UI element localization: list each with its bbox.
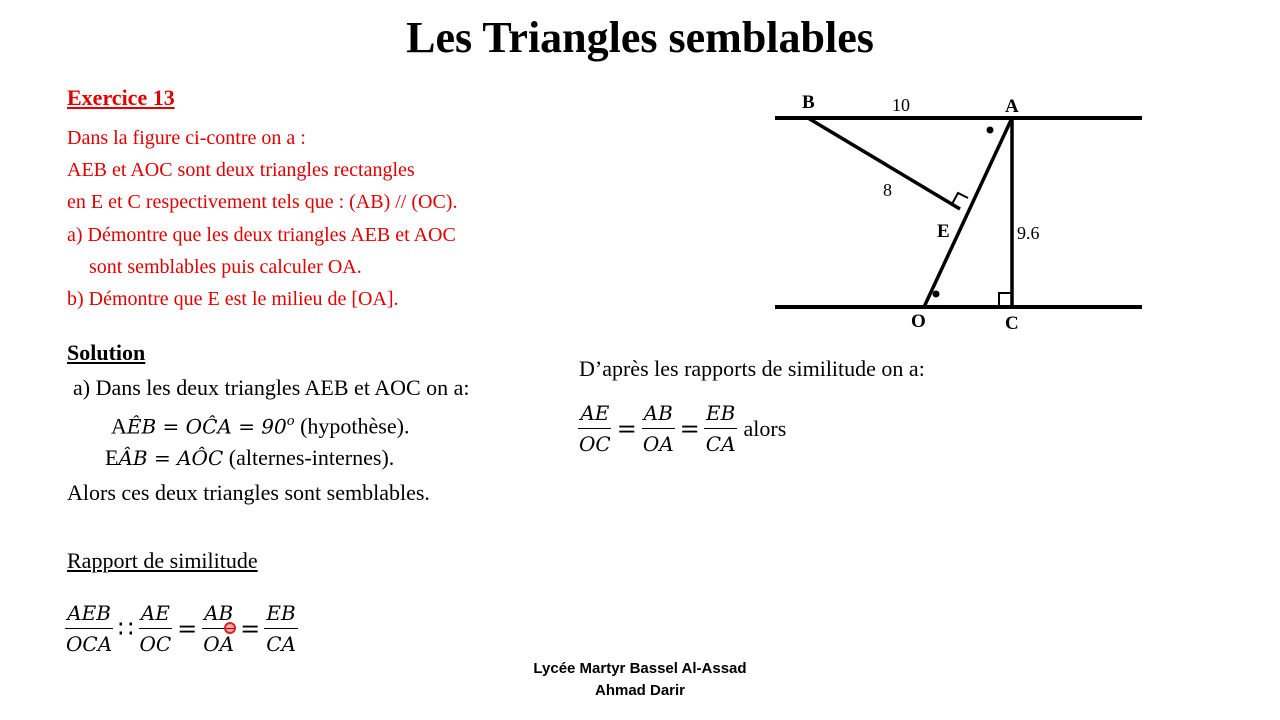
ratio-heading: Rapport de similitude <box>67 548 258 573</box>
label-e: E <box>937 221 950 242</box>
label-a: A <box>1005 96 1019 117</box>
triangles-figure <box>760 85 1160 340</box>
alors-text: alors <box>743 415 787 441</box>
cursor-highlight-icon <box>224 622 236 634</box>
solution-heading: Solution <box>67 340 146 365</box>
exercise-line-1: Dans la figure ci-contre on a : <box>67 127 306 149</box>
length-ac: 9.6 <box>1017 223 1040 243</box>
exercise-line-5: sont semblables puis calculer OA. <box>89 256 362 278</box>
solution-intro: a) Dans les deux triangles AEB et AOC on a: <box>73 375 470 400</box>
fraction-aeb-oca: $\frac{\text{AEB}}{\text{OCA}}$ <box>66 601 113 656</box>
label-o: O <box>911 311 926 332</box>
page-title: Les Triangles semblables <box>406 13 874 62</box>
exercise-line-2: AEB et AOC sont deux triangles rectangles <box>67 159 415 181</box>
equation-alternate-angles: EAB = AOC (alternes-internes). <box>105 445 395 470</box>
exercise-heading: Exercice 13 <box>67 85 175 110</box>
footer-author: Ahmad Darir <box>594 682 686 699</box>
exercise-line-6: b) Démontre que E est le milieu de [OA]. <box>67 288 399 310</box>
solution-conclusion: Alors ces deux triangles sont semblables. <box>67 480 430 505</box>
fraction-ae-oc: $\frac{AE}{OC}$ <box>139 601 172 656</box>
length-be: 8 <box>883 180 892 200</box>
segment-ao <box>924 118 1012 307</box>
right-intro-text: D’après les rapports de similitude on a: <box>579 356 925 381</box>
fraction-eb-ca: $\frac{EB}{CA}$ <box>266 601 296 656</box>
label-b: B <box>802 92 815 113</box>
equation-right-angles: AEB = OCA = $90^o$ (hypothèse). <box>111 413 410 439</box>
right-angle-c <box>999 293 1012 307</box>
exercise-line-3: en E et C respectivement tels que : (AB) // (OC). <box>67 191 458 213</box>
angle-dot-a <box>987 127 994 134</box>
right-fraction-eb-ca: $\frac{EB}{CA}$ <box>705 401 736 456</box>
right-fraction-ae-oc: $\frac{AE}{OC}$ <box>579 401 611 456</box>
right-fraction-ab-oa: $\frac{AB}{OA}$ <box>642 401 674 456</box>
exercise-line-4: a) Démontre que les deux triangles AEB et AOC <box>67 224 456 246</box>
right-ratio-equation: $\frac{AE}{OC}$ = $\frac{AB}{OA}$ = $\frac{EB}{CA}$ alors <box>579 401 787 456</box>
right-angle-e <box>952 193 968 204</box>
length-ba: 10 <box>892 95 910 115</box>
angle-dot-o <box>933 291 940 298</box>
label-c: C <box>1005 313 1019 334</box>
fraction-ab-oa: $\frac{AB}{OA}$ <box>203 601 235 656</box>
footer-school: Lycée Martyr Bassel Al-Assad <box>533 660 747 677</box>
ratio-equation: $\frac{\text{AEB}}{\text{OCA}}$ ∷ $\frac{AE}{OC}$ = $\frac{AB}{OA}$ = $\frac{EB}{CA}$ <box>66 601 296 656</box>
